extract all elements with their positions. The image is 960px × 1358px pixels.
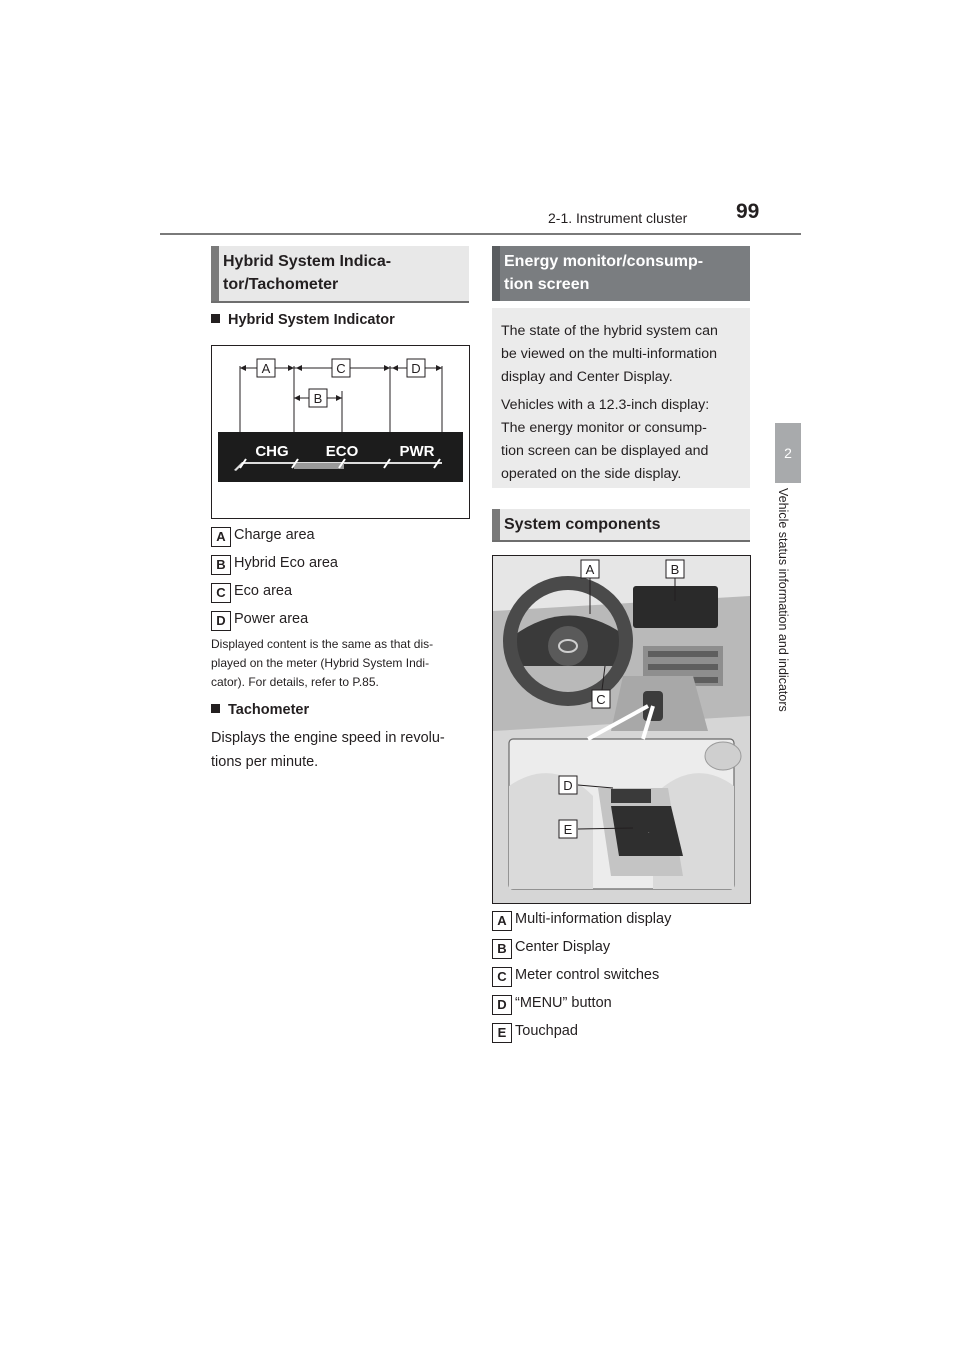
info-paragraph-2: Vehicles with a 12.3-inch display: The energy monitor or consump- tion screen can be displayed and operated on the side display. (501, 397, 710, 482)
components-title: System components (504, 516, 661, 533)
hybrid-indicator-figure (211, 345, 470, 519)
tachometer-description: Displays the engine speed in revolu- tions per minute. (211, 730, 445, 770)
callout-a: A (261, 361, 271, 376)
callout-b: B (313, 391, 323, 406)
title-accent-bar (492, 509, 500, 540)
chapter-tab: 2 (775, 423, 801, 483)
svg-text:·: · (648, 830, 650, 836)
square-bullet-icon (211, 314, 220, 323)
subheading-tachometer: Tachometer (211, 702, 309, 718)
header-rule (160, 233, 801, 235)
item-label: Multi-information display (515, 911, 672, 927)
system-components-figure (492, 555, 751, 904)
callout-a: A (585, 562, 595, 577)
item-letter: B (211, 555, 231, 575)
callout-c: C (336, 361, 346, 376)
info-box (492, 308, 750, 488)
item-letter: A (211, 527, 231, 547)
hybrid-indicator-diagram (212, 346, 469, 518)
callout-d: D (563, 778, 573, 793)
item-label: Meter control switches (515, 967, 660, 983)
section-header: 2-1. Instrument cluster (548, 210, 688, 226)
section-title-line: Hybrid System Indica- (223, 253, 392, 270)
section-title-box-dark (492, 246, 750, 301)
item-label: Hybrid Eco area (234, 555, 338, 571)
item-letter: B (492, 939, 512, 959)
eco-label: ECO (325, 443, 359, 460)
components-title-box (492, 509, 750, 542)
item-letter: D (492, 995, 512, 1015)
note-paragraph: Displayed content is the same as that dis- played on the meter (Hybrid System Indi- cator). For details, refer to P.85. (211, 637, 434, 689)
page-number: 99 (736, 200, 760, 223)
callout-d: D (411, 361, 421, 376)
square-bullet-icon (211, 704, 220, 713)
item-letter: D (211, 611, 231, 631)
item-letter: C (492, 967, 512, 987)
item-letter: E (492, 1023, 512, 1043)
item-label: Touchpad (515, 1023, 578, 1039)
chg-label: CHG (255, 443, 289, 460)
section-title-line: tor/Tachometer (223, 276, 339, 293)
section-title-line: tion screen (504, 276, 590, 293)
car-interior-illustration (493, 556, 750, 903)
chapter-title: Vehicle status information and indicators (776, 488, 790, 712)
callout-b: B (670, 562, 680, 577)
item-label: Charge area (234, 527, 315, 543)
callout-e: E (563, 822, 573, 837)
section-title-box (211, 246, 469, 303)
item-label: Center Display (515, 939, 611, 955)
chapter-title-vertical (775, 488, 801, 758)
item-label: “MENU” button (515, 995, 612, 1011)
section-title-line: Energy monitor/consump- (504, 253, 704, 270)
subheading-hybrid-indicator: Hybrid System Indicator (211, 312, 395, 328)
pwr-label: PWR (399, 443, 435, 460)
title-accent-bar (492, 246, 500, 301)
title-accent-bar (211, 246, 219, 301)
item-letter: C (211, 583, 231, 603)
item-label: Power area (234, 611, 309, 627)
item-letter: A (492, 911, 512, 931)
callout-c: C (596, 692, 606, 707)
item-label: Eco area (234, 583, 293, 599)
info-paragraph-1: The state of the hybrid system can be viewed on the multi-information display and Center Display. (501, 323, 718, 385)
